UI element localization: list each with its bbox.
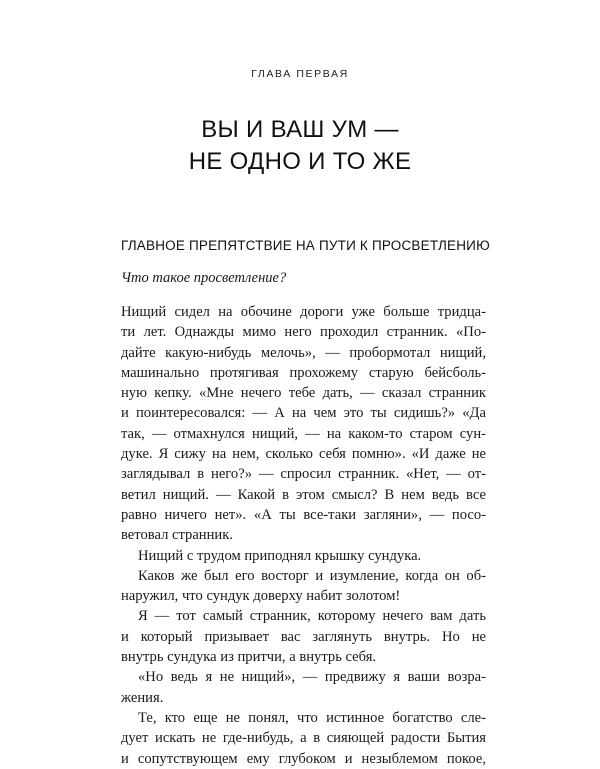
- section-question: Что такое просветление?: [121, 270, 287, 286]
- text-line: внутрь сундука из притчи, а внутрь себя.: [121, 649, 377, 666]
- text-line: ветовал странник.: [121, 527, 233, 544]
- text-line: машинально протягивая прохожему старую бейсболь-: [121, 364, 486, 381]
- text-line: равно ничего нет». «А ты все-таки загляни», — посо-: [121, 506, 486, 523]
- section-heading: ГЛАВНОЕ ПРЕПЯТСТВИЕ НА ПУТИ К ПРОСВЕТЛЕНИЮ: [121, 238, 490, 253]
- text-line: Каков же был его восторг и изумление, когда он об-: [138, 567, 486, 584]
- text-line: и который призывает вас заглянуть внутрь. Но не: [121, 628, 486, 645]
- text-line: Нищий с трудом приподнял крышку сундука.: [138, 547, 422, 564]
- chapter-label: ГЛАВА ПЕРВАЯ: [251, 68, 349, 80]
- text-line: дуке. Я сижу на нем, сколько себя помню». «И даже не: [121, 446, 486, 463]
- text-line: ти лет. Однажды мимо него проходил странник. «По-: [121, 324, 486, 341]
- body-text: [121, 302, 486, 769]
- text-line: Те, кто еще не понял, что истинное богатство сле-: [138, 709, 486, 726]
- text-line: наружил, что сундук доверху набит золотом!: [121, 588, 401, 605]
- text-line: Нищий сидел на обочине дороги уже больше тридца-: [121, 304, 486, 320]
- text-line: заглядывал в него?» — спросил странник. «Нет, — от-: [121, 466, 486, 483]
- text-line: жения.: [121, 689, 164, 706]
- text-line: «Но ведь я не нищий», — предвижу я ваши возра-: [138, 669, 486, 686]
- chapter-title: [0, 114, 600, 178]
- text-line: и поинтересовался: — А на чем это ты сидишь?» «Да: [121, 405, 486, 422]
- text-line: дует искать не где-нибудь, а в сияющей радости Бытия: [121, 730, 486, 747]
- text-line: ветил нищий. — Какой в этом смысл? В нем ведь все: [121, 486, 486, 503]
- text-line: так, — отмахнулся нищий, — на каком-то старом сун-: [121, 425, 486, 442]
- chapter-title-line: НЕ ОДНО И ТО ЖЕ: [188, 148, 412, 175]
- text-line: Я — тот самый странник, которому нечего вам дать: [138, 608, 486, 625]
- text-line: дайте какую-нибудь мелочь», — пробормотал нищий,: [121, 344, 486, 361]
- text-line: и сопутствующем ему глубоком и незыблемом покое,: [121, 750, 486, 767]
- chapter-title-line: ВЫ И ВАШ УМ —: [201, 116, 399, 143]
- text-line: ную кепку. «Мне нечего тебе дать, — сказал странник: [121, 385, 486, 402]
